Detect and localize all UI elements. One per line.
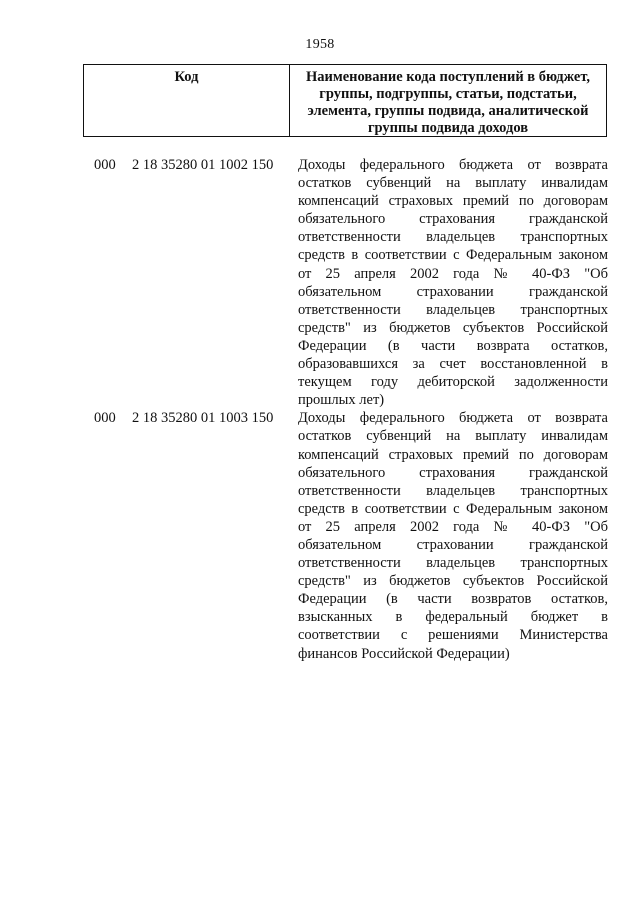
entry-revenue-code: 2 18 35280 01 1003 150: [132, 410, 274, 427]
header-code-column: Код: [84, 65, 290, 136]
entry-revenue-code: 2 18 35280 01 1002 150: [132, 157, 274, 173]
entry-description: Доходы федерального бюджета от возврата остатков субвенций на выплату инвалидам компенсаций страховых премий по договорам обязательного страхования гражданской ответственности владельцев транспортных средств в соответствии с Федеральным законом от 25 апреля 2002 года № 40-ФЗ "Об обязательном страховании гражданской ответственности владельцев транспортных средств" из бюджетов субъектов Российской Федерации (в части возвратов остатков, взысканных в федеральный бюджет в соответствии с решениями Министерства финансов Российской Федерации): [298, 410, 608, 662]
entry-admin-code: 000: [94, 157, 116, 173]
page-number: 1958: [305, 37, 335, 52]
header-name-column: Наименование кода поступлений в бюджет, группы, подгруппы, статьи, подстатьи, элемента, группы подвида, аналитической группы подвида доходов: [305, 69, 591, 136]
entry-admin-code: 000: [94, 410, 116, 427]
table-header: [83, 64, 607, 137]
table-row: [0, 409, 640, 662]
entries-list: [0, 156, 640, 663]
table-row: [0, 156, 640, 409]
entry-description: Доходы федерального бюджета от возврата остатков субвенций на выплату инвалидам компенсаций страховых премий по договорам обязательного страхования гражданской ответственности владельцев транспортных средств в соответствии с Федеральным законом от 25 апреля 2002 года № 40-ФЗ "Об обязательном страховании гражданской ответственности владельцев транспортных средств" из бюджетов субъектов Российской Федерации (в части возврата остатков, образовавшихся за счет восстановленной в текущем году дебиторской задолженности прошлых лет): [298, 157, 608, 409]
